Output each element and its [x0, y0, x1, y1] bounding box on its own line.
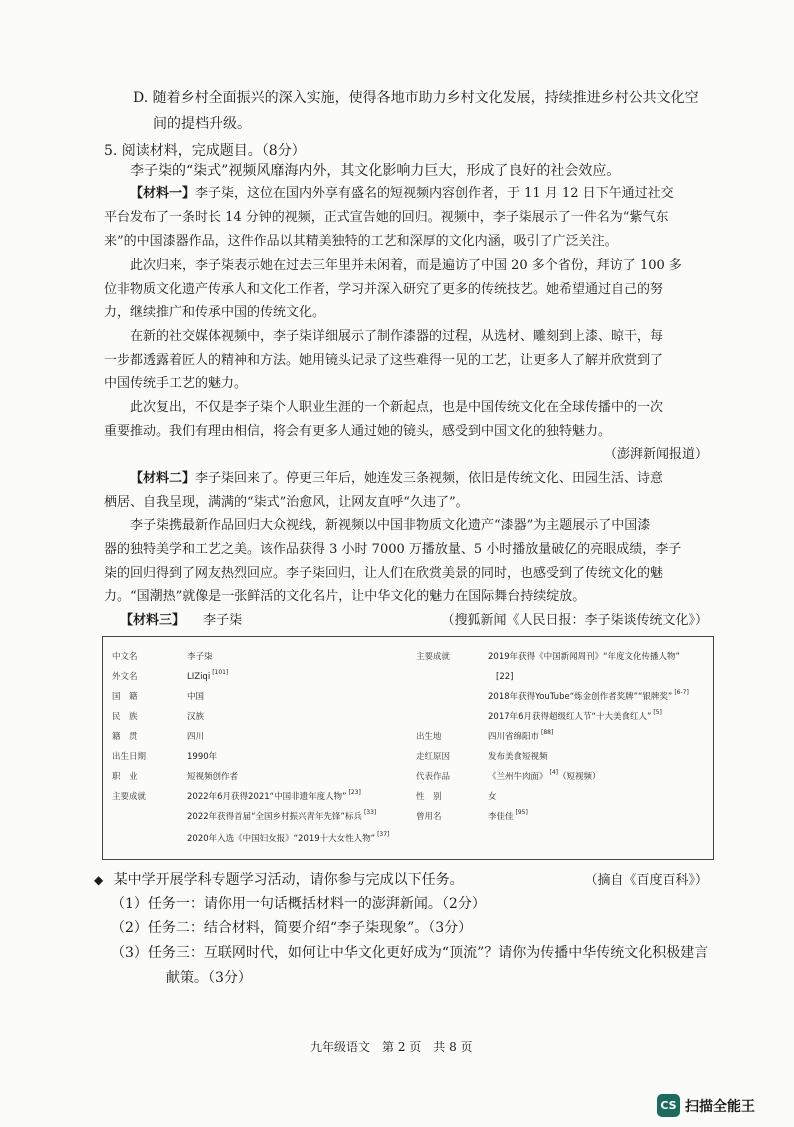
- material2-line3: 李子柒携最新作品回归大众视线，新视频以中国非物质文化遗产“漆器”为主题展示了中国漆: [130, 518, 651, 533]
- info-value: 短视频创作者: [187, 772, 239, 782]
- info-value: 四川: [187, 732, 205, 742]
- camscanner-logo-icon: CS: [657, 1094, 680, 1117]
- info-row: [103, 807, 713, 827]
- info-value: 女: [488, 792, 497, 802]
- info-value: 2020年入选《中国妇女报》“2019十大女性人物” [37]: [187, 831, 390, 844]
- info-key: 代表作品: [416, 772, 451, 782]
- info-row: [103, 787, 713, 807]
- info-key: 主要成就: [112, 792, 147, 802]
- question-intro: 李子柒的“柒式”视频风靡海内外，其文化影响力巨大，形成了良好的社会效应。: [130, 163, 621, 179]
- info-value: 2022年6月获得2021“中国非遗年度人物” [23]: [187, 789, 361, 802]
- material2-line4: 器的独特美学和工艺之美。该作品获得 3 小时 7000 万播放量、5 小时播放量破亿的亮眼成绩，李子: [104, 542, 682, 557]
- option-d-line1: D. 随着乡村全面振兴的深入实施，使得各地市助力乡村文化发展，持续推进乡村公共文化空: [133, 90, 699, 106]
- info-row: [103, 727, 713, 747]
- info-ref[interactable]: [101]: [212, 669, 229, 676]
- scanner-badge: [657, 1094, 755, 1117]
- info-value: 1990年: [187, 752, 218, 762]
- material3-name: 李子柒: [203, 613, 243, 628]
- info-row: [103, 687, 713, 707]
- info-value: 发布美食短视频: [488, 752, 548, 762]
- material2-source: （搜狐新闻《人民日报：李子柒谈传统文化》）: [441, 613, 708, 628]
- material2-line5: 柒的回归得到了网友热烈回应。李子柒回归，让人们在欣赏美景的同时，也感受到了传统文化的魅: [104, 566, 664, 581]
- task-2: （2）任务二：结合材料，简要介绍“李子柒现象”。（3分）: [111, 920, 473, 936]
- info-value: 汉族: [187, 712, 205, 722]
- page-footer: 九年级语文 第 2 页 共 8 页: [310, 1040, 473, 1054]
- material1-line7: 在新的社交媒体视频中，李子柒详细展示了制作漆器的过程，从选材、雕刻到上漆、晾干，每: [130, 329, 664, 344]
- info-key: 外文名: [112, 672, 138, 682]
- material2-line1: 【材料二】李子柒回来了。停更三年后，她连发三条视频，依旧是传统文化、田园生活、诗意: [130, 471, 664, 486]
- activity-line: [94, 872, 464, 889]
- info-row: [103, 647, 713, 667]
- task-3: （3）任务三：互联网时代，如何让中华文化更好成为“顶流”？请你为传播中华传统文化积极建言: [111, 945, 709, 961]
- material2-label: 【材料二】: [130, 471, 196, 486]
- material2-line2: 栖居、自我呈现，满满的“柒式”治愈风，让网友直呼“久违了”。: [104, 495, 469, 510]
- info-key: 中文名: [112, 652, 138, 662]
- task-1: （1）任务一：请你用一句话概括材料一的澎湃新闻。（2分）: [111, 896, 486, 912]
- material1-line9: 中国传统手工艺的魅力。: [104, 376, 248, 391]
- info-row: [103, 667, 713, 687]
- info-row: [103, 707, 713, 727]
- material1-line5: 位非物质文化遗产传承人和文化工作者，学习并深入研究了更多的传统技艺。她希望通过自己的努: [104, 282, 664, 297]
- info-ref[interactable]: [4]: [549, 769, 559, 776]
- info-key: 职 业: [112, 772, 138, 782]
- info-ref[interactable]: [37]: [377, 831, 390, 838]
- material1-line1: 【材料一】李子柒，这位在国内外享有盛名的短视频内容创作者，于 11 月 12 日下午通过社交: [130, 186, 674, 201]
- info-row: [103, 829, 713, 849]
- info-key: 国 籍: [112, 692, 138, 702]
- info-value: 李子柒: [187, 652, 213, 662]
- baike-info-table: [102, 636, 714, 860]
- task-3-continued: 献策。（3分）: [166, 970, 252, 986]
- info-value: 2022年获得首届“全国乡村振兴青年先锋”标兵 [33]: [187, 809, 377, 822]
- info-ref[interactable]: [33]: [363, 809, 377, 816]
- info-value: 2018年获得YouTube“炼金创作者奖牌”“银牌奖” [6-7]: [488, 689, 689, 702]
- info-key: 民 族: [112, 712, 138, 722]
- info-ref[interactable]: [95]: [515, 809, 528, 816]
- material3-source: （摘自《百度百科》）: [584, 873, 708, 888]
- info-row: [103, 747, 713, 767]
- info-ref[interactable]: [5]: [653, 709, 662, 716]
- info-ref[interactable]: [23]: [348, 789, 361, 796]
- material1-line8: 一步都透露着匠人的精神和方法。她用镜头记录了这些难得一见的工艺，让更多人了解并欣赏到了: [104, 353, 664, 368]
- info-key: 出生日期: [112, 752, 147, 762]
- info-row: [103, 767, 713, 787]
- info-value: 李佳佳 [95]: [488, 809, 528, 822]
- material1-line4: 此次归来，李子柒表示她在过去三年里并未闲着，而是遍访了中国 20 多个省份，拜访了 100 多: [130, 258, 682, 273]
- info-value: 中国: [187, 692, 205, 702]
- info-key: 曾用名: [416, 812, 442, 822]
- material1-source: （澎湃新闻报道）: [603, 447, 708, 462]
- info-value: LIZiqi [101]: [187, 669, 229, 682]
- material1-line2: 平台发布了一条时长 14 分钟的视频，正式宣告她的回归。视频中，李子柒展示了一件名为“紫气东: [104, 210, 669, 225]
- activity-text: 某中学开展学科专题学习活动，请你参与完成以下任务。: [113, 872, 464, 888]
- question-title: 5. 阅读材料，完成题目。（8分）: [104, 143, 306, 159]
- material2-line6: 力。“国潮热”就像是一张鲜活的文化名片，让中华文化的魅力在国际舞台持续绽放。: [104, 589, 586, 604]
- material3-label: 【材料三】: [120, 613, 186, 628]
- material1-line11: 重要推动。我们有理由相信，将会有更多人通过她的镜头，感受到中国文化的独特魅力。: [104, 424, 612, 439]
- option-d-line2: 间的提档升级。: [153, 116, 251, 132]
- info-ref[interactable]: [6-7]: [674, 689, 689, 696]
- material1-line6: 力，继续推广和传承中国的传统文化。: [104, 305, 326, 320]
- info-ref[interactable]: [88]: [541, 729, 554, 736]
- info-value: 2017年6月获得超级红人节“十大美食红人” [5]: [488, 709, 662, 722]
- info-value: 《兰州牛肉面》 [4]（短视频）: [488, 769, 601, 782]
- material3-heading: [120, 613, 242, 629]
- material1-label: 【材料一】: [130, 186, 196, 201]
- info-key: 性 别: [416, 792, 442, 802]
- material1-line10: 此次复出，不仅是李子柒个人职业生涯的一个新起点，也是中国传统文化在全球传播中的一次: [130, 400, 664, 415]
- diamond-bullet-icon: ◆: [94, 873, 104, 887]
- info-ref[interactable]: [22]: [496, 672, 514, 682]
- info-value: 2019年获得《中国新闻周刊》“年度文化传播人物”: [488, 652, 680, 662]
- scanner-label: 扫描全能王: [685, 1098, 755, 1115]
- info-key: 出生地: [416, 732, 442, 742]
- info-key: 籍 贯: [112, 732, 138, 742]
- info-key: 主要成就: [416, 652, 451, 662]
- material1-line3: 来”的中国漆器作品，这件作品以其精美独特的工艺和深厚的文化内涵，吸引了广泛关注。: [104, 234, 618, 249]
- info-value: 四川省绵阳市 [88]: [488, 729, 554, 742]
- info-key: 走红原因: [416, 752, 451, 762]
